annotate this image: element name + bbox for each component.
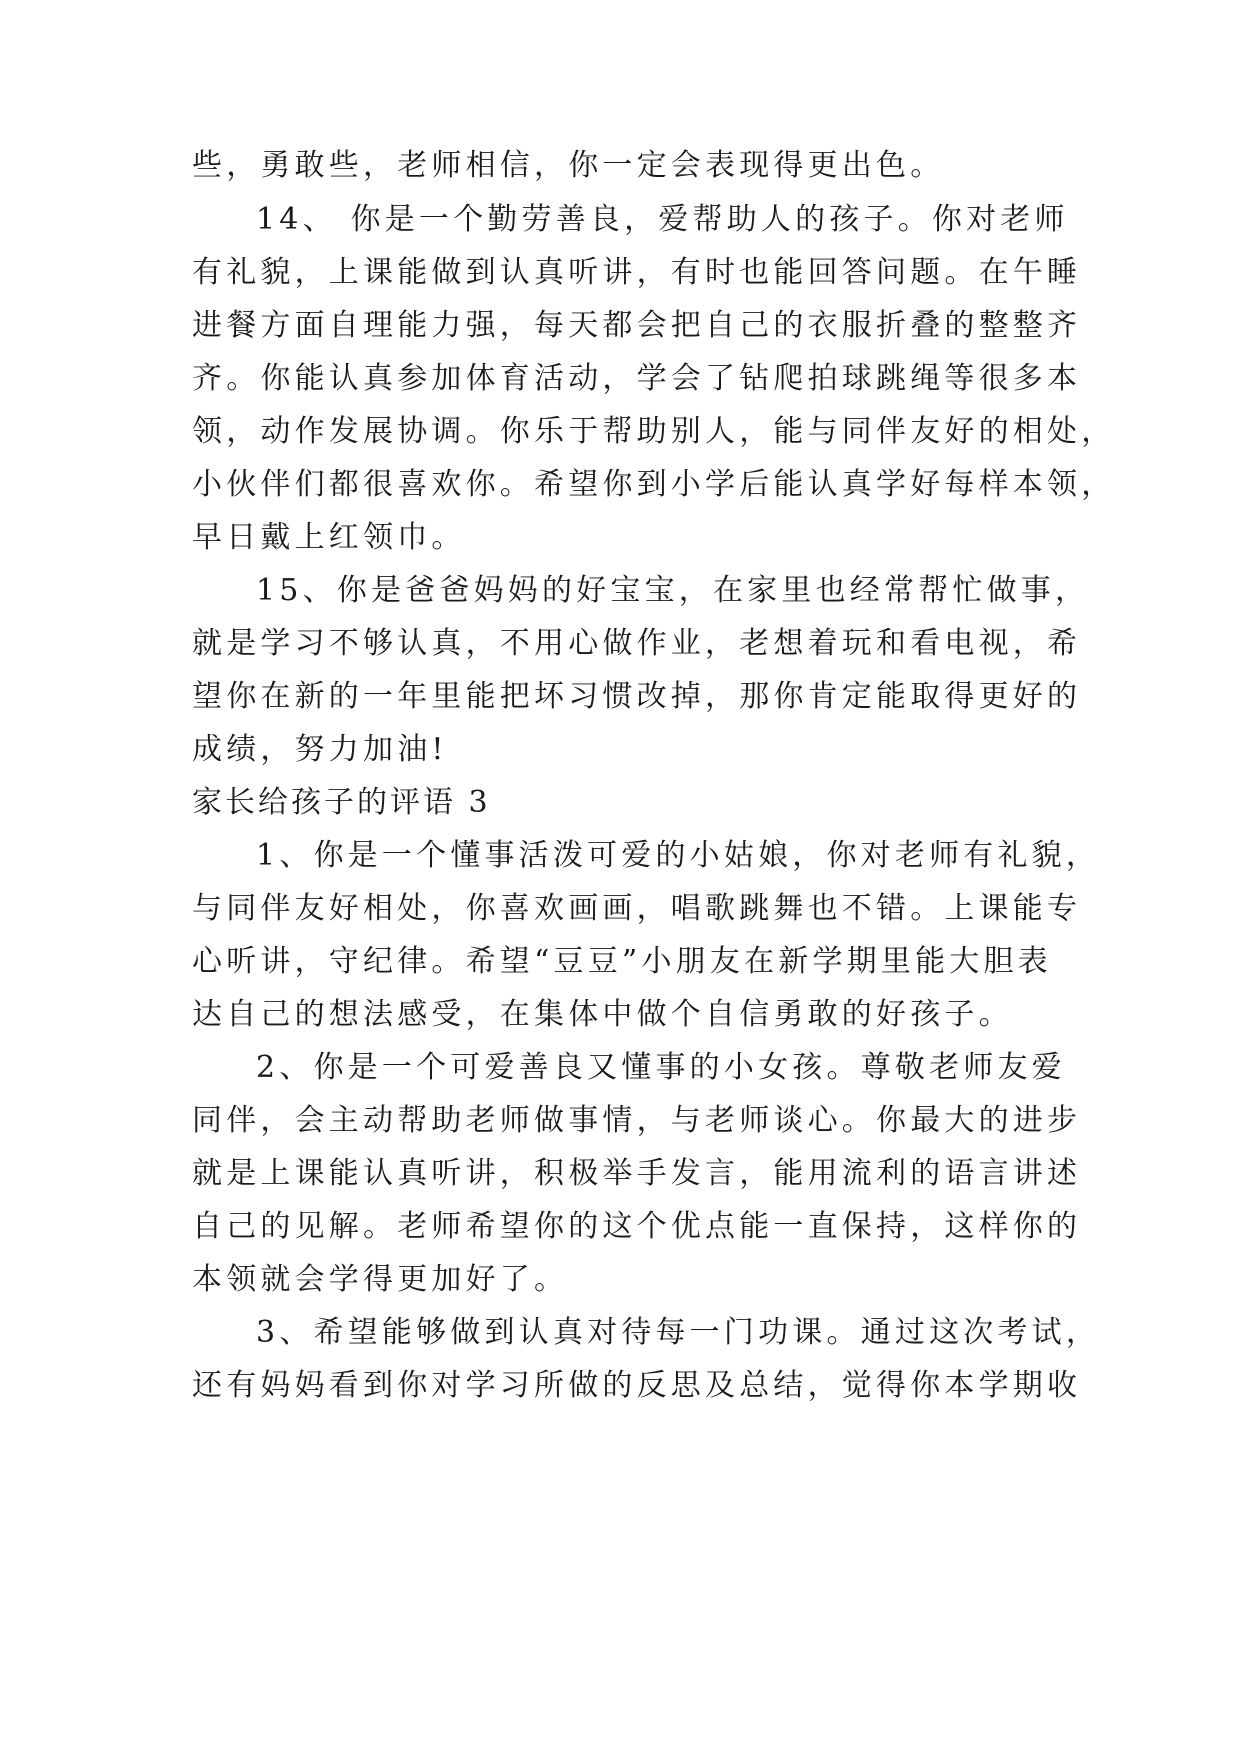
text-line: 早日戴上红领巾。 — [192, 520, 466, 555]
text-line: 有礼貌，上课能做到认真听讲，有时也能回答问题。在午睡 — [192, 255, 1082, 290]
item-2-start: 2、你是一个可爱善良又懂事的小女孩。尊敬老师友爱 — [256, 1050, 1066, 1085]
text-line: 小伙伴们都很喜欢你。希望你到小学后能认真学好每样本领， — [192, 467, 1116, 502]
text-line: 就是学习不够认真，不用心做作业，老想着玩和看电视，希 — [192, 626, 1082, 661]
text-line: 达自己的想法感受，在集体中做个自信勇敢的好孩子。 — [192, 997, 1013, 1032]
text-line: 还有妈妈看到你对学习所做的反思及总结，觉得你本学期收 — [192, 1368, 1082, 1403]
text-line: 齐。你能认真参加体育活动，学会了钻爬拍球跳绳等很多本 — [192, 361, 1082, 396]
item-14-start: 14、 你是一个勤劳善良，爱帮助人的孩子。你对老师 — [256, 202, 1069, 237]
text-line: 进餐方面自理能力强，每天都会把自己的衣服折叠的整整齐 — [192, 308, 1082, 343]
text-line: 本领就会学得更加好了。 — [192, 1262, 569, 1297]
text-line: 领，动作发展协调。你乐于帮助别人，能与同伴友好的相处， — [192, 414, 1116, 449]
text-line: 与同伴友好相处，你喜欢画画，唱歌跳舞也不错。上课能专 — [192, 891, 1082, 926]
section-heading: 家长给孩子的评语 3 — [192, 785, 491, 820]
text-line: 心听讲，守纪律。希望“豆豆”小朋友在新学期里能大胆表 — [192, 944, 1052, 979]
text-line: 同伴，会主动帮助老师做事情，与老师谈心。你最大的进步 — [192, 1103, 1082, 1138]
text-line: 些，勇敢些，老师相信，你一定会表现得更出色。 — [192, 148, 945, 183]
text-line: 就是上课能认真听讲，积极举手发言，能用流利的语言讲述 — [192, 1156, 1082, 1191]
item-3-start: 3、希望能够做到认真对待每一门功课。通过这次考试， — [256, 1315, 1101, 1350]
item-15-start: 15、你是爸爸妈妈的好宝宝，在家里也经常帮忙做事， — [256, 573, 1090, 608]
text-line: 望你在新的一年里能把坏习惯改掉，那你肯定能取得更好的 — [192, 679, 1082, 714]
text-line: 成绩，努力加油! — [192, 732, 448, 767]
item-1-start: 1、你是一个懂事活泼可爱的小姑娘，你对老师有礼貌， — [256, 838, 1101, 873]
text-line: 自己的见解。老师希望你的这个优点能一直保持，这样你的 — [192, 1209, 1082, 1244]
